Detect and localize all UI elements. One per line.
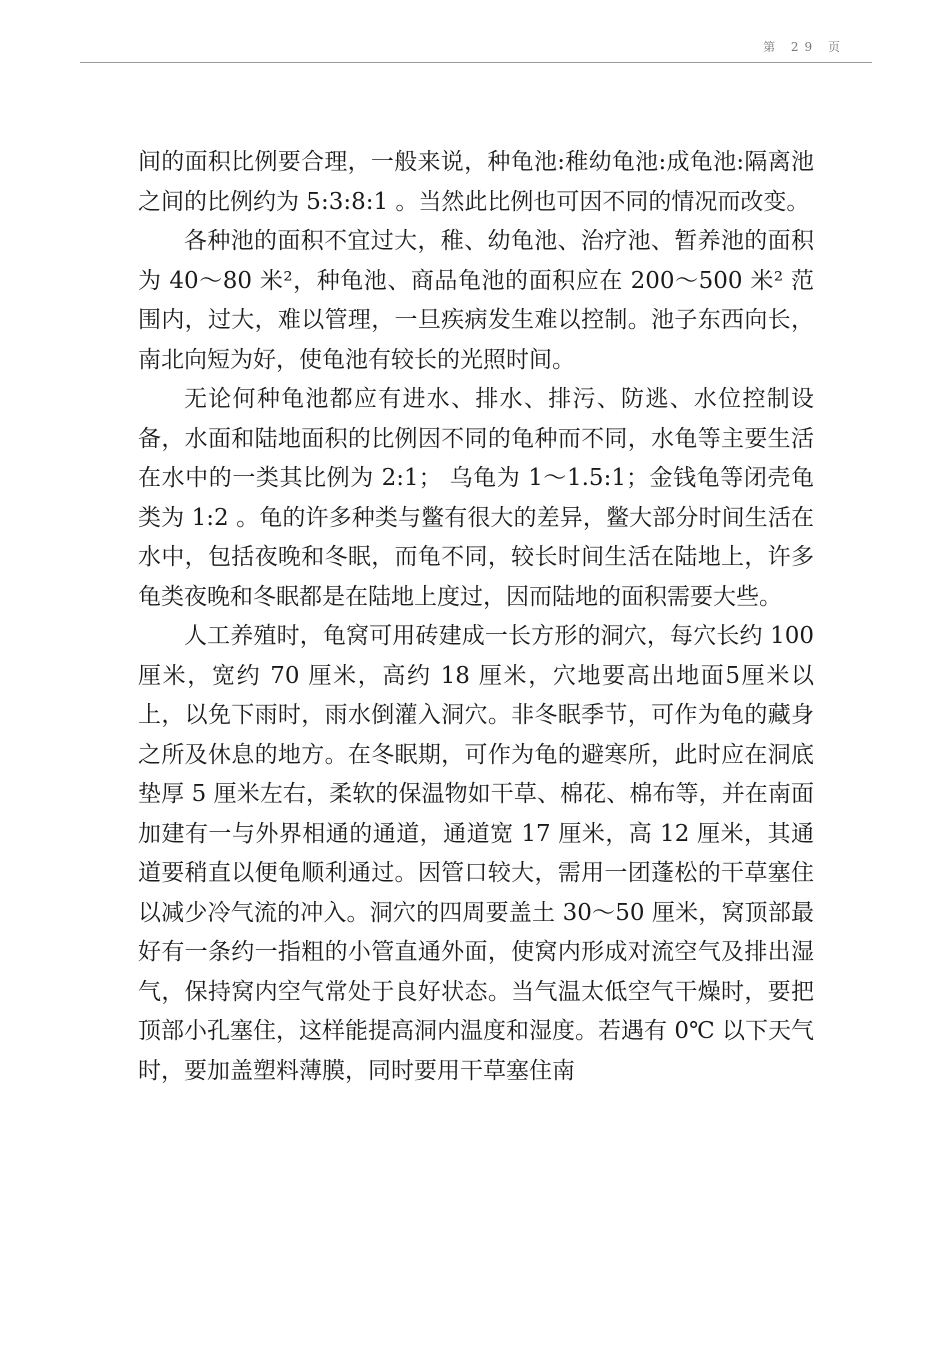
paragraph-2: 各种池的面积不宜过大，稚、幼龟池、治疗池、暂养池的面积为 40～80 米²，种龟池、商品龟池的面积应在 200～500 米² 范围内，过大，难以管理，一旦疾病发生难以控制。池子东西向长，南北向短为好，使龟池有较长的光照时间。 [138, 228, 814, 373]
paragraph-3: 无论何种龟池都应有进水、排水、排污、防逃、水位控制设备，水面和陆地面积的比例因不同的龟种而不同，水龟等主要生活在水中的一类其比例为 2:1； 乌龟为 1～1.5:1；金钱龟等闭壳龟类为 1:2 。龟的许多种类与鳖有很大的差异，鳖大部分时间生活在水中，包括夜晚和冬眠，而龟不同，较长时间生活在陆地上，许多龟类夜晚和冬眠都是在陆地上度过，因而陆地的面积需要大些。 [138, 386, 814, 610]
paragraph-1: 间的面积比例要合理，一般来说，种龟池:稚幼龟池:成龟池:隔离池之间的比例约为 5:3:8:1 。当然此比例也可因不同的情况而改变。 [138, 149, 814, 215]
page-header [80, 0, 872, 63]
paragraph-4: 人工养殖时，龟窝可用砖建成一长方形的洞穴，每穴长约 100 厘米，宽约 70 厘米，高约 18 厘米，穴地要高出地面5厘米以上，以免下雨时，雨水倒灌入洞穴。非冬眠季节，可作为龟的藏身之所及休息的地方。在冬眠期，可作为龟的避寒所，此时应在洞底垫厚 5 厘米左右，柔软的保温物如干草、棉花、棉布等，并在南面加建有一与外界相通的通道，通道宽 17 厘米，高 12 厘米，其通道要稍直以便龟顺利通过。因管口较大，需用一团蓬松的干草塞住以减少冷气流的冲入。洞穴的四周要盖土 30～50 厘米，窝顶部最好有一条约一指粗的小管直通外面，使窝内形成对流空气及排出湿气，保持窝内空气常处于良好状态。当气温太低空气干燥时，要把顶部小孔塞住，这样能提高洞内温度和湿度。若遇有 0℃ 以下天气时，要加盖塑料薄膜，同时要用干草塞住南 [138, 623, 814, 1084]
page-number: 第 29 页 [763, 40, 846, 54]
body-text [138, 143, 814, 1091]
